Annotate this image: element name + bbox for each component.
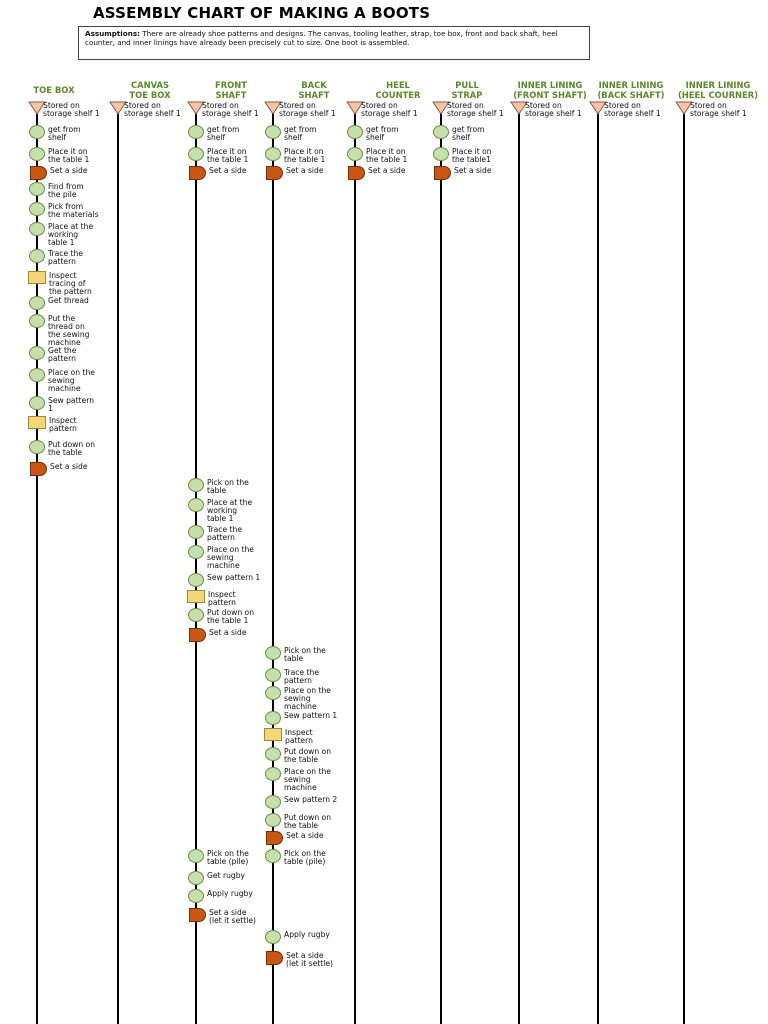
step-label: Inspect pattern: [285, 728, 313, 745]
operation-symbol: [265, 849, 281, 863]
step-label: Stored on storage shelf 1: [690, 101, 747, 118]
operation-symbol: [265, 813, 281, 827]
step-label: Put down on the table: [284, 747, 332, 764]
flow-line-inner-lining-front: [518, 113, 520, 1024]
delay-symbol: [266, 166, 283, 180]
step-label: Pick on the table (pile): [284, 849, 326, 866]
operation-symbol: [29, 182, 45, 196]
step-label: Place at the working table 1: [48, 222, 94, 247]
step-label: Set a side (let it settle): [209, 908, 256, 925]
step-label: Apply rugby: [207, 889, 253, 898]
operation-symbol: [29, 202, 45, 216]
step-label: Stored on storage shelf 1: [604, 101, 661, 118]
operation-symbol: [188, 147, 204, 161]
flow-line-pull-strap: [440, 113, 442, 1024]
step-label: Stored on storage shelf 1: [202, 101, 259, 118]
step-label: Trace the pattern: [207, 525, 243, 542]
delay-symbol: [266, 831, 283, 845]
step-label: Stored on storage shelf 1: [124, 101, 181, 118]
step-label: Find from the pile: [48, 182, 84, 199]
step-label: Set a side: [50, 166, 88, 175]
operation-symbol: [265, 125, 281, 139]
delay-symbol: [189, 908, 206, 922]
operation-symbol: [347, 125, 363, 139]
operation-symbol: [29, 396, 45, 410]
column-header-inner-lining-back: INNER LINING (BACK SHAFT): [597, 80, 665, 100]
step-label: Put down on the table 1: [207, 608, 255, 625]
inspection-symbol: [28, 271, 46, 284]
step-label: Set a side: [286, 831, 324, 840]
step-label: Set a side: [368, 166, 406, 175]
step-label: Put down on the table: [284, 813, 332, 830]
operation-symbol: [29, 296, 45, 310]
step-label: get from shelf: [48, 125, 81, 142]
step-label: Place it on the table 1: [207, 147, 249, 164]
assumptions-box: [78, 26, 590, 60]
step-label: Get the pattern: [48, 346, 77, 363]
step-label: Stored on storage shelf 1: [43, 101, 100, 118]
step-label: Sew pattern 2: [284, 795, 338, 804]
delay-symbol: [189, 166, 206, 180]
step-label: Place on the sewing machine: [48, 368, 95, 393]
delay-symbol: [434, 166, 451, 180]
step-label: Place it on the table 1: [366, 147, 408, 164]
step-label: Inspect pattern: [49, 416, 77, 433]
step-label: Set a side: [50, 462, 88, 471]
flow-line-front-shaft: [195, 113, 197, 1024]
step-label: Place at the working table 1: [207, 498, 253, 523]
operation-symbol: [433, 147, 449, 161]
delay-symbol: [30, 166, 47, 180]
operation-symbol: [265, 711, 281, 725]
flow-line-canvas-toe-box: [117, 113, 119, 1024]
step-label: Apply rugby: [284, 930, 330, 939]
inspection-symbol: [264, 728, 282, 741]
step-label: Trace the pattern: [284, 668, 320, 685]
delay-symbol: [189, 628, 206, 642]
operation-symbol: [347, 147, 363, 161]
operation-symbol: [29, 222, 45, 236]
column-header-inner-lining-front: INNER LINING (FRONT SHAFT): [513, 80, 587, 100]
operation-symbol: [188, 125, 204, 139]
operation-symbol: [29, 249, 45, 263]
column-header-back-shaft: BACK SHAFT: [298, 80, 330, 100]
operation-symbol: [265, 930, 281, 944]
step-label: Sew pattern 1: [207, 573, 261, 582]
step-label: Place it on the table 1: [48, 147, 90, 164]
step-label: Set a side: [286, 166, 324, 175]
step-label: Stored on storage shelf 1: [525, 101, 582, 118]
step-label: get from shelf: [452, 125, 485, 142]
operation-symbol: [188, 545, 204, 559]
chart-title: ASSEMBLY CHART OF MAKING A BOOTS: [93, 4, 431, 22]
column-header-front-shaft: FRONT SHAFT: [214, 80, 247, 100]
operation-symbol: [188, 525, 204, 539]
step-label: Set a side: [209, 166, 247, 175]
step-label: Get rugby: [207, 871, 246, 880]
column-header-canvas-toe-box: CANVAS TOE BOX: [129, 80, 171, 100]
step-label: Trace the pattern: [48, 249, 84, 266]
delay-symbol: [30, 462, 47, 476]
delay-symbol: [348, 166, 365, 180]
operation-symbol: [265, 646, 281, 660]
step-label: Place it on the table 1: [284, 147, 326, 164]
operation-symbol: [29, 368, 45, 382]
assumptions-label: Assumptions:: [85, 29, 140, 38]
column-header-inner-lining-heel: INNER LINING (HEEL COURNER): [677, 80, 759, 100]
column-header-pull-strap: PULL STRAP: [451, 80, 483, 100]
operation-symbol: [265, 747, 281, 761]
step-label: Sew pattern 1: [48, 396, 95, 413]
operation-symbol: [265, 795, 281, 809]
operation-symbol: [265, 147, 281, 161]
step-label: Set a side: [454, 166, 492, 175]
operation-symbol: [433, 125, 449, 139]
step-label: Stored on storage shelf 1: [447, 101, 504, 118]
column-header-heel-counter: HEEL COUNTER: [375, 80, 421, 100]
operation-symbol: [29, 314, 45, 328]
assumptions-text: There are already shoe patterns and designs. The canvas, tooling leather, strap, toe box, front and back shaft, heel counter, and inner linings have already been precisely cut to size. One boot is assembled.: [85, 29, 558, 47]
operation-symbol: [265, 686, 281, 700]
step-label: Place on the sewing machine: [207, 545, 254, 570]
step-label: Pick on the table (pile): [207, 849, 249, 866]
operation-symbol: [188, 608, 204, 622]
operation-symbol: [29, 346, 45, 360]
step-label: Inspect pattern: [208, 590, 236, 607]
step-label: Put the thread on the sewing machine: [48, 314, 90, 347]
flow-line-inner-lining-back: [597, 113, 599, 1024]
step-label: get from shelf: [207, 125, 240, 142]
flow-line-back-shaft: [272, 113, 274, 1024]
operation-symbol: [188, 478, 204, 492]
operation-symbol: [29, 125, 45, 139]
operation-symbol: [29, 440, 45, 454]
step-label: Pick on the table: [207, 478, 249, 495]
operation-symbol: [188, 871, 204, 885]
operation-symbol: [188, 849, 204, 863]
inspection-symbol: [187, 590, 205, 603]
flow-line-heel-counter: [354, 113, 356, 1024]
operation-symbol: [265, 668, 281, 682]
operation-symbol: [188, 573, 204, 587]
step-label: Place it on the table1: [452, 147, 492, 164]
column-header-toe-box: TOE BOX: [33, 85, 75, 95]
step-label: Stored on storage shelf 1: [279, 101, 336, 118]
step-label: Pick from the materials: [48, 202, 99, 219]
delay-symbol: [266, 951, 283, 965]
operation-symbol: [265, 767, 281, 781]
operation-symbol: [29, 147, 45, 161]
step-label: Put down on the table: [48, 440, 96, 457]
step-label: get from shelf: [284, 125, 317, 142]
step-label: Place on the sewing machine: [284, 686, 331, 711]
flow-line-inner-lining-heel: [683, 113, 685, 1024]
inspection-symbol: [28, 416, 46, 429]
step-label: Stored on storage shelf 1: [361, 101, 418, 118]
step-label: Sew pattern 1: [284, 711, 338, 720]
step-label: Get thread: [48, 296, 89, 305]
step-label: Set a side: [209, 628, 247, 637]
step-label: Pick on the table: [284, 646, 326, 663]
step-label: Place on the sewing machine: [284, 767, 331, 792]
operation-symbol: [188, 498, 204, 512]
step-label: get from shelf: [366, 125, 399, 142]
step-label: Inspect tracing of the pattern: [49, 271, 92, 296]
operation-symbol: [188, 889, 204, 903]
step-label: Set a side (let it settle): [286, 951, 333, 968]
